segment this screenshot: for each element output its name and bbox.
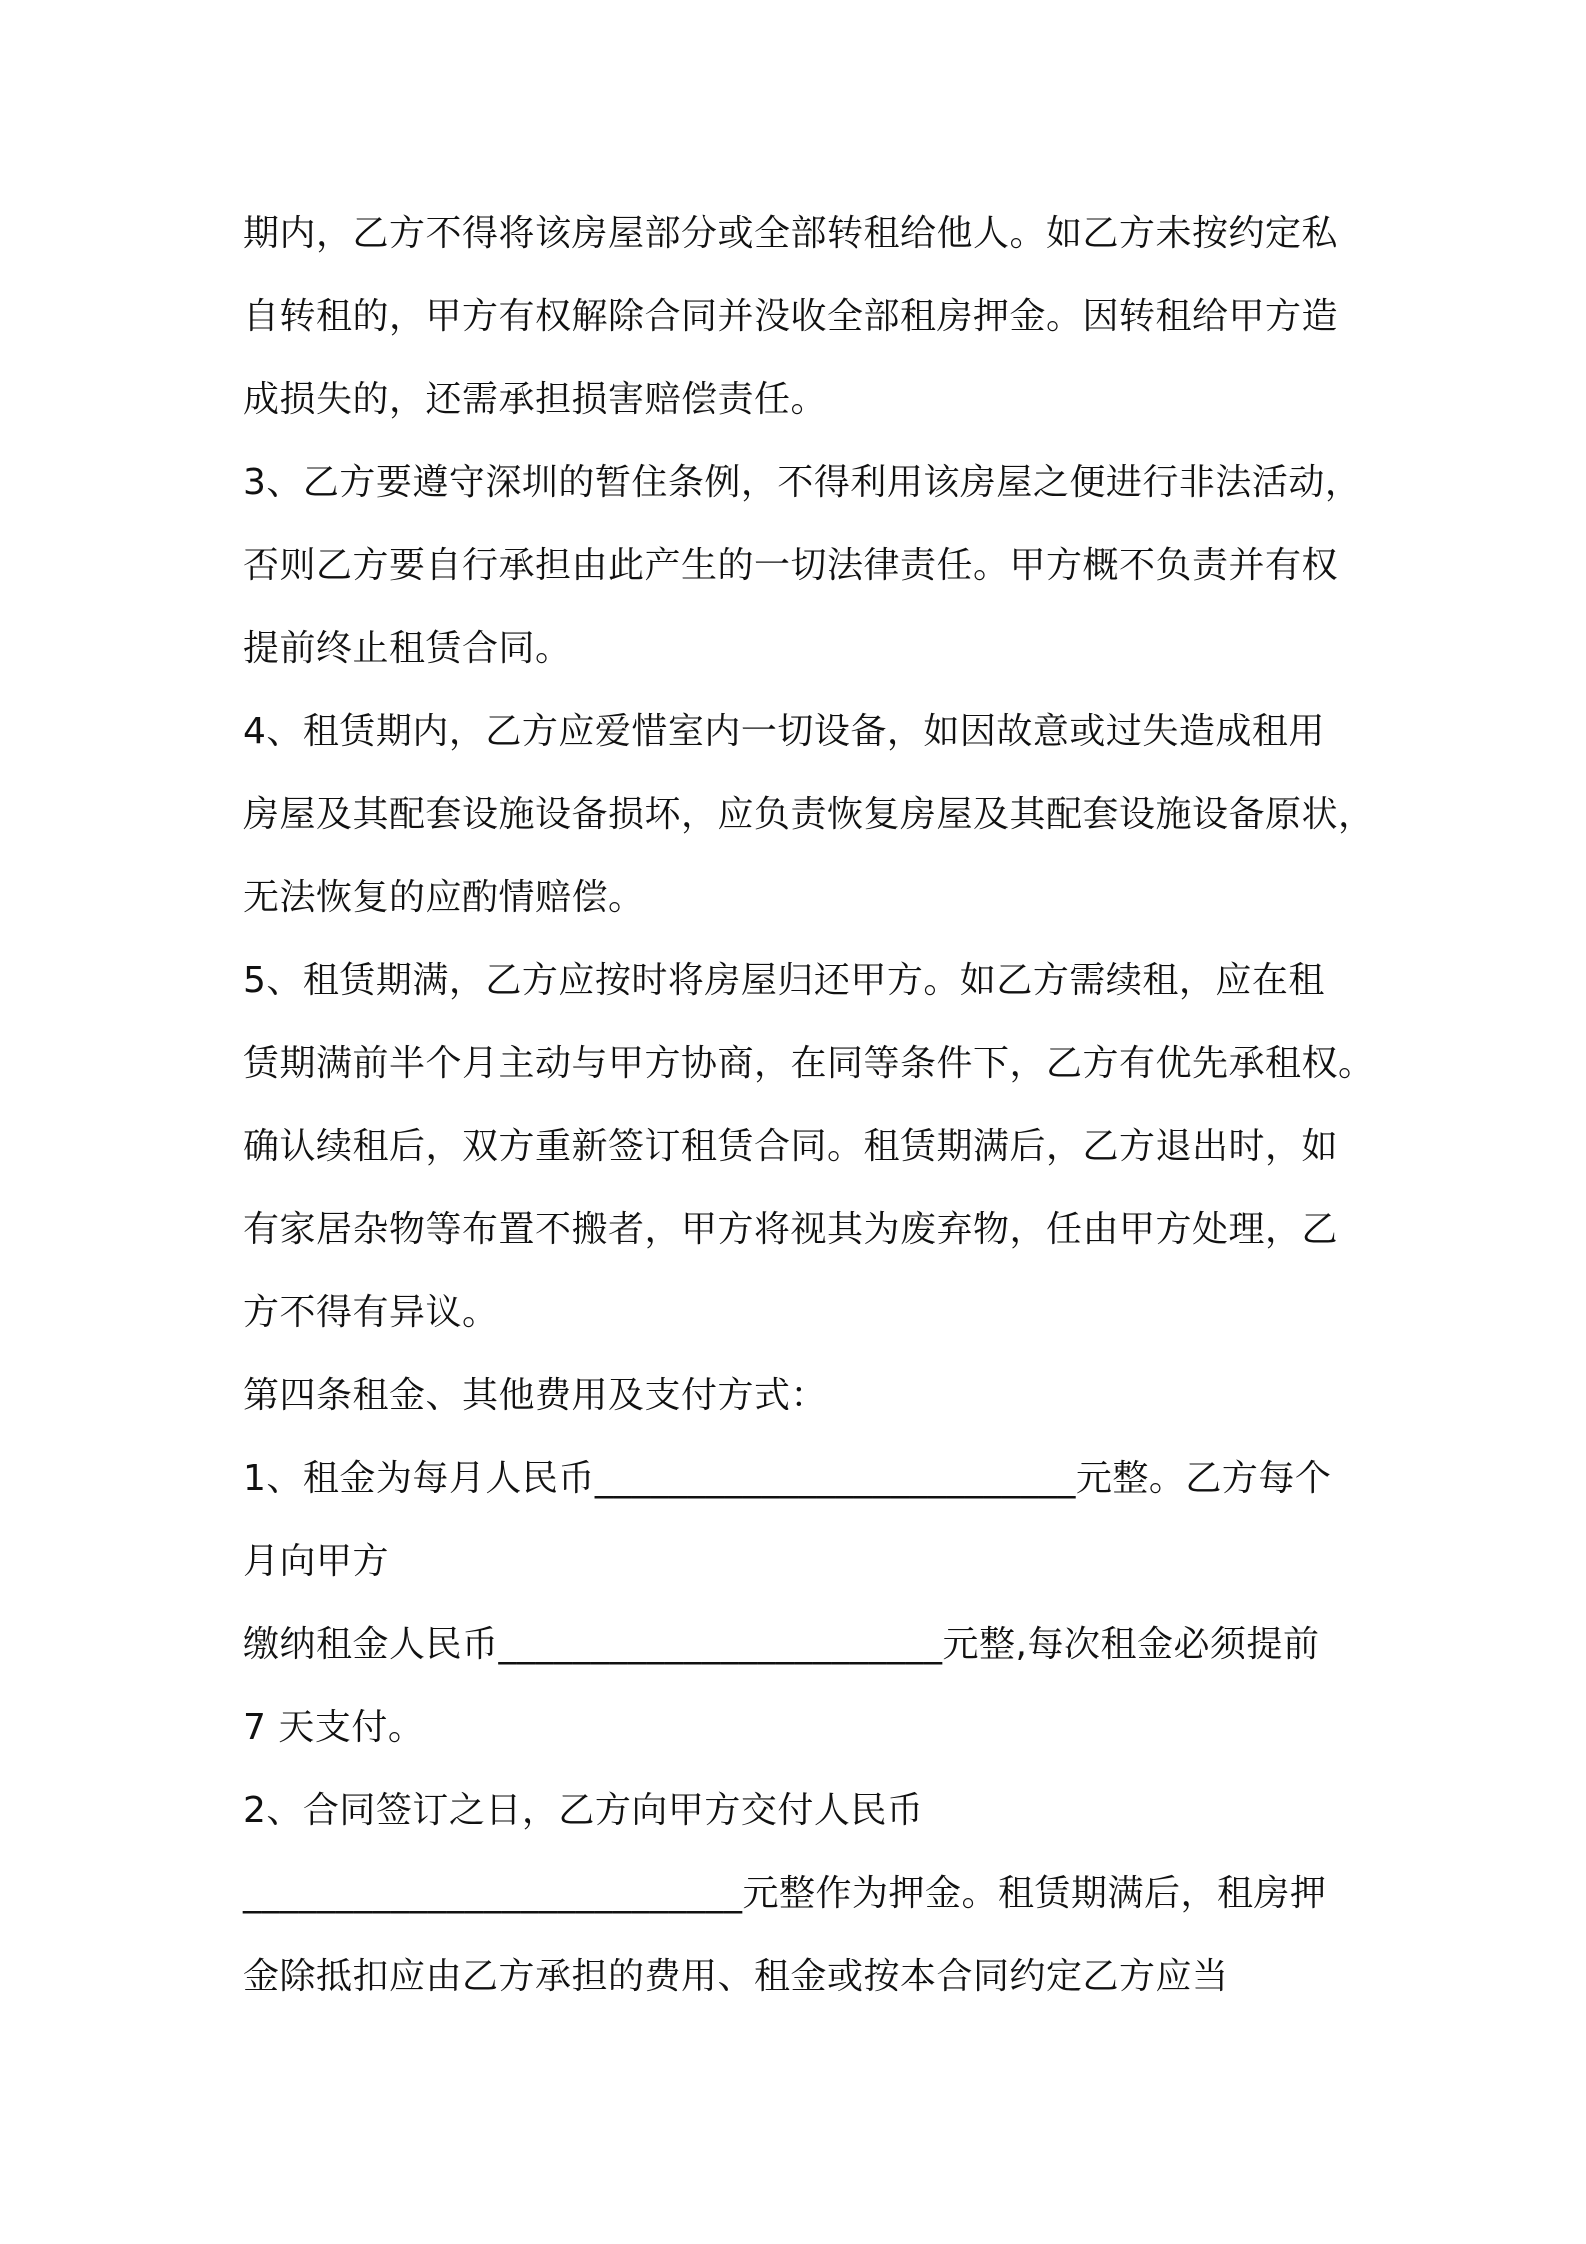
text-line: 1、租金为每月人民币__________________________元整。乙方每个 <box>243 1458 1332 1499</box>
text-line: 房屋及其配套设施设备损坏，应负责恢复房屋及其配套设施设备原状， <box>243 794 1375 835</box>
text-line: 5、租赁期满，乙方应按时将房屋归还甲方。如乙方需续租，应在租 <box>243 960 1325 1001</box>
section-heading: 第四条租金、其他费用及支付方式： <box>243 1375 828 1416</box>
text-line: 缴纳租金人民币________________________元整,每次租金必须提前 <box>243 1624 1320 1665</box>
text-line: 7 天支付。 <box>243 1707 425 1748</box>
text-line: 成损失的，还需承担损害赔偿责任。 <box>243 379 828 420</box>
text-line: 4、租赁期内，乙方应爱惜室内一切设备，如因故意或过失造成租用 <box>243 711 1325 752</box>
text-line: ___________________________元整作为押金。租赁期满后，租房押 <box>243 1873 1327 1914</box>
text-line: 方不得有异议。 <box>243 1292 499 1333</box>
text-line: 2、合同签订之日，乙方向甲方交付人民币 <box>243 1790 924 1831</box>
text-line: 赁期满前半个月主动与甲方协商，在同等条件下，乙方有优先承租权。 <box>243 1043 1375 1084</box>
text-line: 期内，乙方不得将该房屋部分或全部转租给他人。如乙方未按约定私 <box>243 213 1339 254</box>
text-line: 否则乙方要自行承担由此产生的一切法律责任。甲方概不负责并有权 <box>243 545 1339 586</box>
text-line: 无法恢复的应酌情赔偿。 <box>243 877 645 918</box>
text-line: 月向甲方 <box>243 1541 390 1582</box>
text-line: 有家居杂物等布置不搬者，甲方将视其为废弃物，任由甲方处理，乙 <box>243 1209 1339 1250</box>
text-line: 金除抵扣应由乙方承担的费用、租金或按本合同约定乙方应当 <box>243 1956 1229 1997</box>
text-line: 提前终止租赁合同。 <box>243 628 572 669</box>
text-line: 确认续租后，双方重新签订租赁合同。租赁期满后，乙方退出时，如 <box>243 1126 1339 1167</box>
text-line: 3、乙方要遵守深圳的暂住条例，不得利用该房屋之便进行非法活动， <box>243 462 1362 503</box>
contract-text <box>243 192 1383 2018</box>
text-line: 自转租的，甲方有权解除合同并没收全部租房押金。因转租给甲方造 <box>243 296 1339 337</box>
